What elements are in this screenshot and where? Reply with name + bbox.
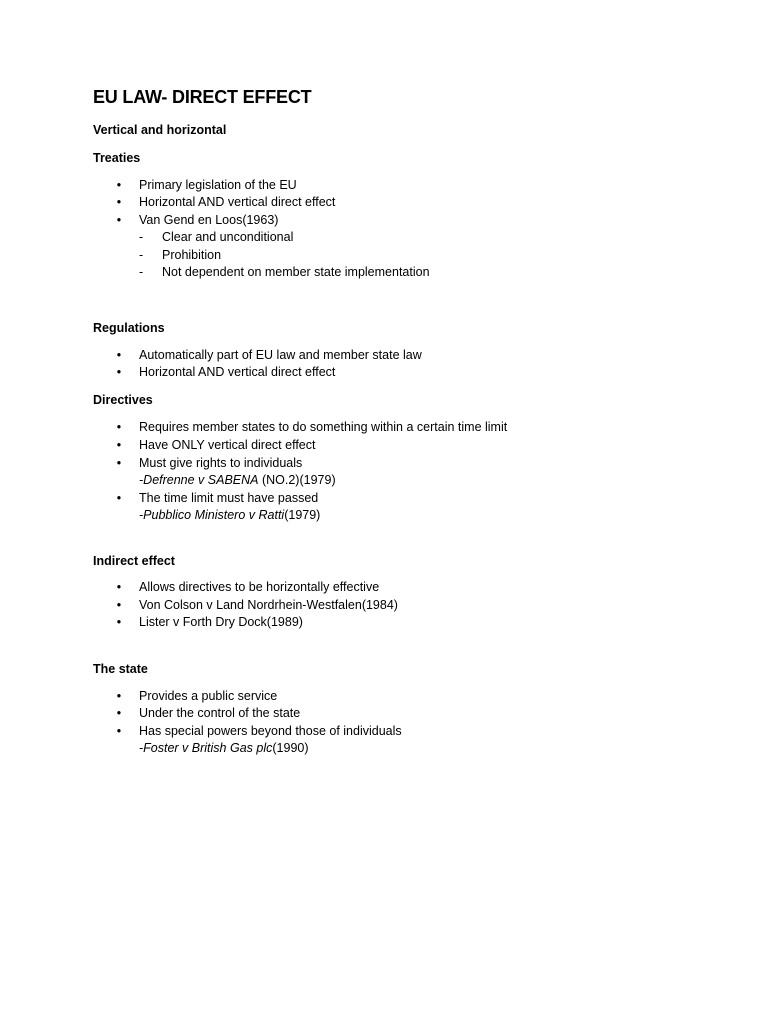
bullet-icon: • <box>116 213 122 227</box>
case-citation <box>139 473 336 487</box>
list-item: Van Gend en Loos(1963) <box>139 213 279 227</box>
list-item: The time limit must have passed <box>139 491 319 505</box>
bullet-icon: • <box>116 615 122 629</box>
list-item: Have ONLY vertical direct effect <box>139 438 316 452</box>
case-citation <box>139 508 320 522</box>
list-item: Horizontal AND vertical direct effect <box>139 195 336 209</box>
bullet-icon: • <box>116 598 122 612</box>
directives-heading: Directives <box>93 393 153 407</box>
list-item: Must give rights to individuals <box>139 456 303 470</box>
bullet-icon: • <box>116 580 122 594</box>
document-title: EU LAW- DIRECT EFFECT <box>93 87 312 107</box>
sub-list-item: Clear and unconditional <box>162 230 294 244</box>
bullet-icon: • <box>116 195 122 209</box>
the-state-heading: The state <box>93 662 148 676</box>
dash-marker: - <box>139 230 144 244</box>
case-name: -Foster v British Gas plc <box>139 741 273 755</box>
bullet-icon: • <box>116 724 122 738</box>
bullet-icon: • <box>116 689 122 703</box>
bullet-icon: • <box>116 365 122 379</box>
bullet-icon: • <box>116 456 122 470</box>
case-citation <box>139 741 309 755</box>
case-name: -Defrenne v SABENA <box>139 473 259 487</box>
list-item: Lister v Forth Dry Dock(1989) <box>139 615 303 629</box>
sub-list-item: Not dependent on member state implementation <box>162 265 430 279</box>
list-item: Provides a public service <box>139 689 278 703</box>
case-year: (1990) <box>272 741 309 755</box>
bullet-icon: • <box>116 420 122 434</box>
sub-list-item: Prohibition <box>162 248 222 262</box>
bullet-icon: • <box>116 178 122 192</box>
subtitle-heading: Vertical and horizontal <box>93 123 227 137</box>
list-item: Requires member states to do something within a certain time limit <box>139 420 508 434</box>
regulations-heading: Regulations <box>93 321 165 335</box>
dash-marker: - <box>139 248 144 262</box>
list-item: Primary legislation of the EU <box>139 178 297 192</box>
bullet-icon: • <box>116 348 122 362</box>
indirect-effect-heading: Indirect effect <box>93 554 175 568</box>
case-year: (1979) <box>284 508 321 522</box>
list-item: Has special powers beyond those of individuals <box>139 724 402 738</box>
treaties-heading: Treaties <box>93 151 141 165</box>
case-year: (NO.2)(1979) <box>258 473 336 487</box>
dash-marker: - <box>139 265 144 279</box>
list-item: Allows directives to be horizontally effective <box>139 580 380 594</box>
bullet-icon: • <box>116 438 122 452</box>
list-item: Automatically part of EU law and member state law <box>139 348 422 362</box>
list-item: Von Colson v Land Nordrhein-Westfalen(1984) <box>139 598 398 612</box>
list-item: Horizontal AND vertical direct effect <box>139 365 336 379</box>
bullet-icon: • <box>116 491 122 505</box>
bullet-icon: • <box>116 706 122 720</box>
list-item: Under the control of the state <box>139 706 301 720</box>
case-name: -Pubblico Ministero v Ratti <box>139 508 285 522</box>
